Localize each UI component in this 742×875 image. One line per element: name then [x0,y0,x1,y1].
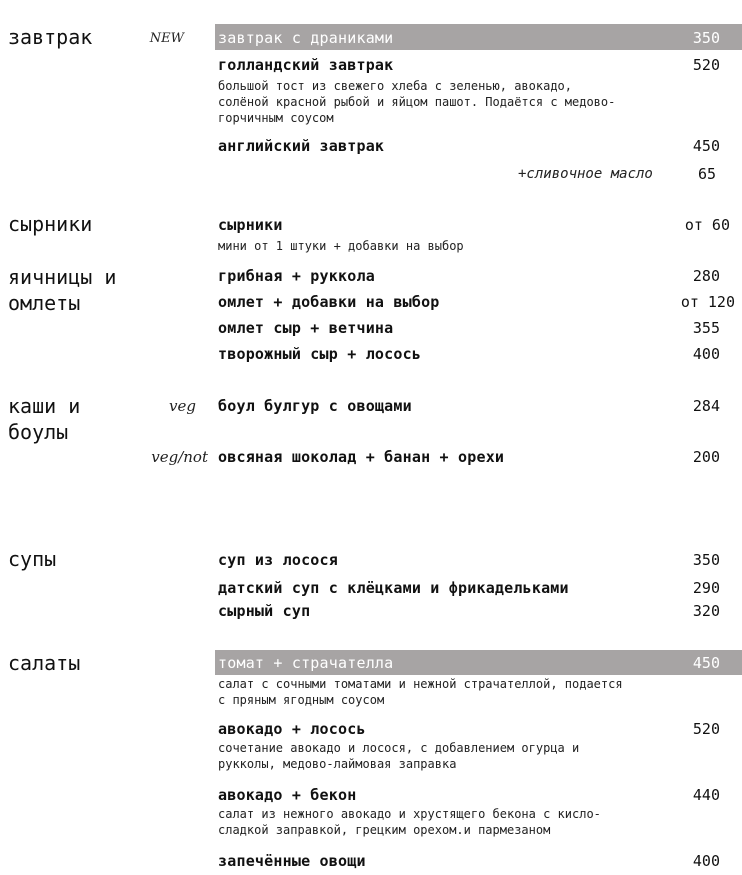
item-price: от 120 [680,293,735,311]
item-description: большой тост из свежего хлеба с зеленью, авокадо, солёной красной рыбой и яйцом пашот. Подаётся с медово- горчичным соусом [218,79,616,125]
item-price: 450 [692,137,720,155]
item-price: 400 [692,852,720,870]
item-price: 350 [692,551,720,569]
category-soups: супы [8,547,57,571]
item-name: авокадо + лосось [218,720,366,738]
item-price: 280 [692,267,720,285]
category-salads: салаты [8,651,81,675]
item-price: 440 [692,786,720,804]
veg-not-tag: veg/not [151,448,208,466]
item-price: 320 [692,602,720,620]
item-price: 355 [692,319,720,337]
item-name: грибная + руккола [218,267,375,285]
item-price: 520 [692,56,720,74]
item-description: мини от 1 штуки + добавки на выбор [218,239,464,253]
item-name: запечённые овощи [218,852,366,870]
item-name: голландский завтрак [218,56,394,74]
item-name: овсяная шоколад + банан + орехи [218,448,505,466]
item-price: 400 [692,345,720,363]
item-name: омлет + добавки на выбор [218,293,440,311]
item-price: 520 [692,720,720,738]
item-price: 350 [692,29,720,47]
item-price: 284 [692,397,720,415]
item-description: салат из нежного авокадо и хрустящего бекона с кисло- сладкой заправкой, грецким орехом.и пармезаном [218,807,601,837]
item-name: английский завтрак [218,137,385,155]
item-name: творожный сыр + лосось [218,345,422,363]
item-name: сырники [218,216,283,234]
item-price: 450 [692,654,720,672]
category-porridge-line2: боулы [8,420,69,444]
veg-tag: veg [169,397,196,415]
addon-price: 65 [697,165,716,183]
category-porridge-line1: каши и [8,394,81,418]
category-syrniki: сырники [8,212,93,236]
item-name: сырный суп [218,602,311,620]
item-name: датский суп с клёцками и фрикадельками [218,579,569,597]
category-eggs-line2: омлеты [8,291,81,315]
item-name: суп из лосося [218,551,338,569]
item-name: омлет сыр + ветчина [218,319,394,337]
item-description: салат с сочными томатами и нежной страчателлой, подается с пряным ягодным соусом [218,677,623,707]
item-name: авокадо + бекон [218,786,357,804]
category-eggs-line1: яичницы и [8,265,117,289]
item-description: сочетание авокадо и лосося, с добавлением огурца и рукколы, медово-лаймовая заправка [218,741,580,771]
item-name: томат + страчателла [218,654,394,672]
item-name: боул булгур с овощами [218,397,412,415]
addon-name: +сливочное масло [518,166,653,182]
item-price: от 60 [684,216,730,234]
category-breakfast: завтрак [8,25,93,49]
item-price: 200 [692,448,720,466]
new-badge: NEW [149,31,184,46]
item-price: 290 [692,579,720,597]
item-name: завтрак с драниками [218,29,394,47]
